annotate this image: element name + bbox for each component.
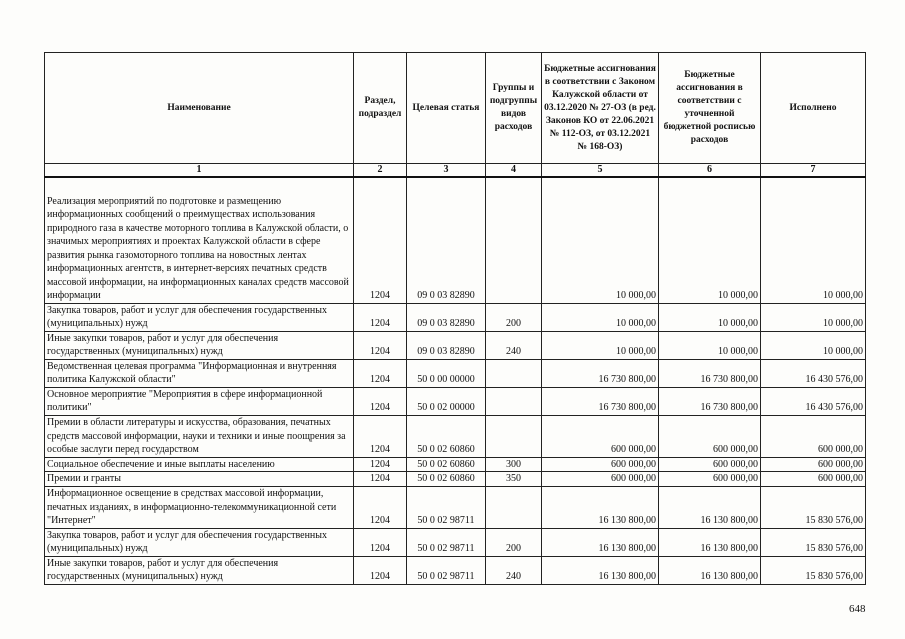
table-row (45, 387, 866, 415)
row-refined-allocation: 16 730 800,00 (659, 359, 761, 387)
row-group: 350 (486, 472, 542, 487)
table-row (45, 359, 866, 387)
row-section: 1204 (354, 486, 407, 528)
table-row (45, 457, 866, 472)
row-law-allocation: 16 730 800,00 (542, 359, 659, 387)
column-number: 4 (486, 164, 542, 178)
row-target: 09 0 03 82890 (407, 331, 486, 359)
row-section: 1204 (354, 387, 407, 415)
row-section: 1204 (354, 177, 407, 303)
row-target: 09 0 03 82890 (407, 177, 486, 303)
row-law-allocation: 16 130 800,00 (542, 528, 659, 556)
row-target: 50 0 02 60860 (407, 415, 486, 457)
column-number: 3 (407, 164, 486, 178)
row-section: 1204 (354, 415, 407, 457)
row-executed: 15 830 576,00 (761, 556, 866, 584)
row-section: 1204 (354, 457, 407, 472)
row-target: 50 0 02 60860 (407, 472, 486, 487)
page-number: 648 (849, 603, 866, 615)
row-law-allocation: 16 130 800,00 (542, 486, 659, 528)
table-row (45, 331, 866, 359)
row-executed: 10 000,00 (761, 177, 866, 303)
header-executed: Исполнено (761, 53, 866, 164)
row-section: 1204 (354, 359, 407, 387)
table-row (45, 177, 866, 303)
row-executed: 10 000,00 (761, 303, 866, 331)
row-target: 50 0 02 98711 (407, 556, 486, 584)
row-law-allocation: 600 000,00 (542, 457, 659, 472)
row-executed: 15 830 576,00 (761, 486, 866, 528)
row-executed: 600 000,00 (761, 457, 866, 472)
row-executed: 16 430 576,00 (761, 359, 866, 387)
header-law-allocation: Бюджетные ассигнования в соответствии с Законом Калужской области от 03.12.2020 № 27-ОЗ (в ред. Законов КО от 22.06.2021 № 112-ОЗ, от 03.12.2021 № 168-ОЗ) (542, 53, 659, 164)
row-group: 240 (486, 331, 542, 359)
row-refined-allocation: 600 000,00 (659, 472, 761, 487)
column-number: 2 (354, 164, 407, 178)
table-row (45, 556, 866, 584)
row-group (486, 415, 542, 457)
table-row (45, 472, 866, 487)
row-executed: 600 000,00 (761, 415, 866, 457)
row-refined-allocation: 600 000,00 (659, 457, 761, 472)
row-refined-allocation: 600 000,00 (659, 415, 761, 457)
row-target: 50 0 02 00000 (407, 387, 486, 415)
row-refined-allocation: 16 130 800,00 (659, 528, 761, 556)
row-law-allocation: 10 000,00 (542, 331, 659, 359)
row-law-allocation: 600 000,00 (542, 472, 659, 487)
row-refined-allocation: 10 000,00 (659, 331, 761, 359)
header-target: Целевая статья (407, 53, 486, 164)
row-name: Основное мероприятие "Мероприятия в сфере информационной политики" (45, 387, 354, 415)
row-group (486, 359, 542, 387)
header-section: Раздел, подраздел (354, 53, 407, 164)
budget-table (44, 52, 866, 585)
column-number: 5 (542, 164, 659, 178)
row-name: Премии в области литературы и искусства, образования, печатных средств массовой информации, науки и техники и иные поощрения за особые заслуги перед государством (45, 415, 354, 457)
header-refined-allocation: Бюджетные ассигнования в соответствии с уточненной бюджетной росписью расходов (659, 53, 761, 164)
table-row (45, 415, 866, 457)
column-number: 6 (659, 164, 761, 178)
row-group: 200 (486, 528, 542, 556)
row-refined-allocation: 16 730 800,00 (659, 387, 761, 415)
row-section: 1204 (354, 528, 407, 556)
table-row (45, 303, 866, 331)
row-group (486, 387, 542, 415)
table-row (45, 528, 866, 556)
row-executed: 16 430 576,00 (761, 387, 866, 415)
row-name: Премии и гранты (45, 472, 354, 487)
row-refined-allocation: 10 000,00 (659, 303, 761, 331)
header-row (45, 53, 866, 164)
row-name: Ведомственная целевая программа "Информационная и внутренняя политика Калужской области" (45, 359, 354, 387)
column-number: 7 (761, 164, 866, 178)
column-number: 1 (45, 164, 354, 178)
header-groups: Группы и подгруппы видов расходов (486, 53, 542, 164)
row-law-allocation: 10 000,00 (542, 303, 659, 331)
row-name: Закупка товаров, работ и услуг для обеспечения государственных (муниципальных) нужд (45, 303, 354, 331)
row-law-allocation: 16 730 800,00 (542, 387, 659, 415)
row-executed: 15 830 576,00 (761, 528, 866, 556)
row-law-allocation: 600 000,00 (542, 415, 659, 457)
row-executed: 600 000,00 (761, 472, 866, 487)
row-name: Иные закупки товаров, работ и услуг для обеспечения государственных (муниципальных) нужд (45, 556, 354, 584)
row-name: Реализация мероприятий по подготовке и размещению информационных сообщений о преимуществах использования природного газа в качестве моторного топлива в Калужской области, о значимых мероприятиях и проектах Калужской области в сфере развития рынка газомоторного топлива на новостных лентах информационных агентств, в интернет-версиях печатных средств массовой информации, на информационных каналах средств массовой информации (45, 177, 354, 303)
column-number-row (45, 164, 866, 178)
row-target: 50 0 00 00000 (407, 359, 486, 387)
row-executed: 10 000,00 (761, 331, 866, 359)
row-group: 200 (486, 303, 542, 331)
header-name: Наименование (45, 53, 354, 164)
row-refined-allocation: 10 000,00 (659, 177, 761, 303)
table-row (45, 486, 866, 528)
row-target: 09 0 03 82890 (407, 303, 486, 331)
row-section: 1204 (354, 472, 407, 487)
row-group (486, 177, 542, 303)
row-target: 50 0 02 98711 (407, 486, 486, 528)
row-group: 300 (486, 457, 542, 472)
row-group (486, 486, 542, 528)
row-law-allocation: 16 130 800,00 (542, 556, 659, 584)
row-refined-allocation: 16 130 800,00 (659, 556, 761, 584)
row-name: Информационное освещение в средствах массовой информации, печатных изданиях, в информационно-телекоммуникационной сети "Интернет" (45, 486, 354, 528)
row-target: 50 0 02 98711 (407, 528, 486, 556)
row-group: 240 (486, 556, 542, 584)
row-section: 1204 (354, 331, 407, 359)
row-section: 1204 (354, 303, 407, 331)
row-name: Иные закупки товаров, работ и услуг для обеспечения государственных (муниципальных) нужд (45, 331, 354, 359)
row-section: 1204 (354, 556, 407, 584)
row-target: 50 0 02 60860 (407, 457, 486, 472)
row-name: Закупка товаров, работ и услуг для обеспечения государственных (муниципальных) нужд (45, 528, 354, 556)
row-name: Социальное обеспечение и иные выплаты населению (45, 457, 354, 472)
row-refined-allocation: 16 130 800,00 (659, 486, 761, 528)
row-law-allocation: 10 000,00 (542, 177, 659, 303)
